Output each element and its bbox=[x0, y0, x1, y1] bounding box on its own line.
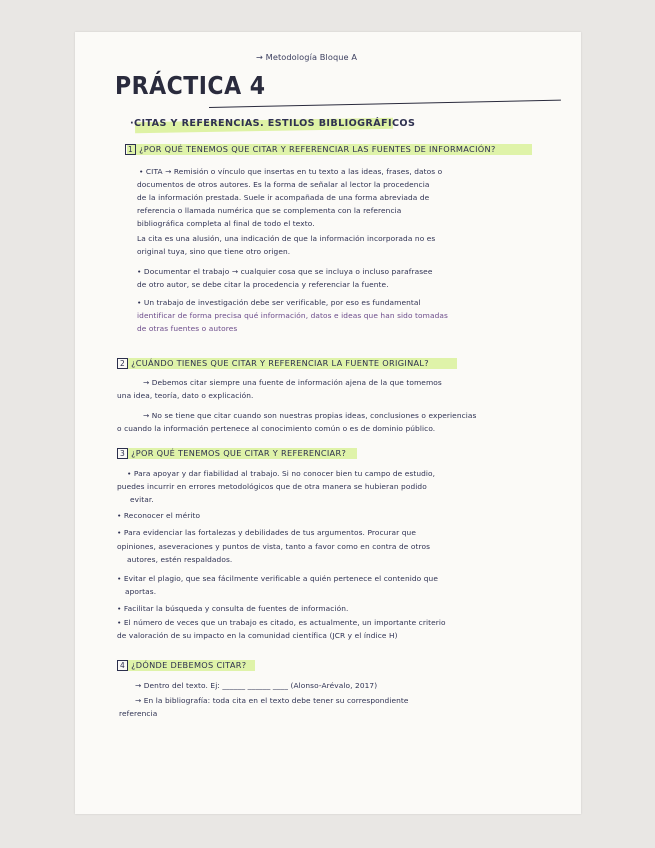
notebook-page bbox=[75, 32, 581, 814]
s3-line-9: aportas. bbox=[125, 587, 157, 596]
s1-line-9: de otro autor, se debe citar la procedencia y referenciar la fuente. bbox=[137, 280, 389, 289]
question-3-number: 3 bbox=[117, 448, 128, 459]
subtitle: ·CITAS Y REFERENCIAS. ESTILOS BIBLIOGRÁFICOS bbox=[130, 118, 416, 129]
s1-line-5: bibliográfica completa al final de todo el texto. bbox=[137, 219, 315, 228]
question-1 bbox=[125, 144, 496, 155]
title-underline bbox=[209, 100, 561, 109]
header-tag: → Metodología Bloque A bbox=[256, 52, 358, 62]
question-4 bbox=[117, 660, 246, 671]
s1-line-1: • CITA → Remisión o vínculo que insertas en tu texto a las ideas, frases, datos o bbox=[139, 167, 443, 176]
question-3-text: ¿POR QUÉ TENEMOS QUE CITAR Y REFERENCIAR? bbox=[131, 448, 347, 458]
question-2 bbox=[117, 358, 429, 369]
question-2-text: ¿CUÁNDO TIENES QUE CITAR Y REFERENCIAR LA FUENTE ORIGINAL? bbox=[131, 358, 429, 368]
s2-line-4: o cuando la información pertenece al conocimiento común o es de dominio público. bbox=[117, 424, 436, 433]
s1-line-4: referencia o llamada numérica que se complementa con la referencia bbox=[137, 206, 402, 215]
question-4-number: 4 bbox=[117, 660, 128, 671]
s1-line-7: original tuya, sino que tiene otro origen. bbox=[137, 247, 291, 256]
s3-line-10: • Facilitar la búsqueda y consulta de fuentes de información. bbox=[117, 604, 349, 613]
s1-line-6: La cita es una alusión, una indicación de que la información incorporada no es bbox=[137, 234, 436, 243]
s4-line-3: referencia bbox=[119, 709, 158, 718]
question-4-text: ¿DÓNDE DEBEMOS CITAR? bbox=[131, 660, 247, 670]
s1-line-11: identificar de forma precisa qué información, datos e ideas que han sido tomadas bbox=[137, 311, 448, 320]
question-2-number: 2 bbox=[117, 358, 128, 369]
s1-line-10: • Un trabajo de investigación debe ser verificable, por eso es fundamental bbox=[137, 298, 421, 307]
s1-line-2: documentos de otros autores. Es la forma de señalar al lector la procedencia bbox=[137, 180, 430, 189]
s3-line-2: puedes incurrir en errores metodológicos que de otra manera se hubieran podido bbox=[117, 482, 427, 491]
s3-line-8: • Evitar el plagio, que sea fácilmente verificable a quién pertenece el contenido que bbox=[117, 574, 438, 583]
s2-line-1: → Debemos citar siempre una fuente de información ajena de la que tomemos bbox=[143, 378, 442, 387]
question-3 bbox=[117, 448, 346, 459]
s1-line-3: de la información prestada. Suele ir acompañada de una forma abreviada de bbox=[137, 193, 430, 202]
s3-line-1: • Para apoyar y dar fiabilidad al trabajo. Si no conocer bien tu campo de estudio, bbox=[127, 469, 436, 478]
s2-line-3: → No se tiene que citar cuando son nuestras propias ideas, conclusiones o experiencias bbox=[143, 411, 477, 420]
s3-line-12: de valoración de su impacto en la comunidad científica (JCR y el índice H) bbox=[117, 631, 398, 640]
s3-line-4: • Reconocer el mérito bbox=[117, 511, 201, 520]
s3-line-7: autores, estén respaldados. bbox=[127, 555, 233, 564]
s1-line-8: • Documentar el trabajo → cualquier cosa que se incluya o incluso parafrasee bbox=[137, 267, 433, 276]
s3-line-5: • Para evidenciar las fortalezas y debilidades de tus argumentos. Procurar que bbox=[117, 528, 416, 537]
s3-line-11: • El número de veces que un trabajo es citado, es actualmente, un importante criterio bbox=[117, 618, 446, 627]
page-title: PRÁCTICA 4 bbox=[115, 72, 266, 101]
s4-line-2: → En la bibliografía: toda cita en el texto debe tener su correspondiente bbox=[135, 696, 409, 705]
s3-line-6: opiniones, aseveraciones y puntos de vista, tanto a favor como en contra de otros bbox=[117, 542, 431, 551]
s4-line-1: → Dentro del texto. Ej: ______ ______ ____ (Alonso-Arévalo, 2017) bbox=[135, 681, 378, 690]
question-1-number: 1 bbox=[125, 144, 136, 155]
question-1-text: ¿POR QUÉ TENEMOS QUE CITAR Y REFERENCIAR LAS FUENTES DE INFORMACIÓN? bbox=[139, 144, 496, 154]
s3-line-3: evitar. bbox=[130, 495, 154, 504]
s2-line-2: una idea, teoría, dato o explicación. bbox=[117, 391, 254, 400]
s1-line-12: de otras fuentes o autores bbox=[137, 324, 238, 333]
